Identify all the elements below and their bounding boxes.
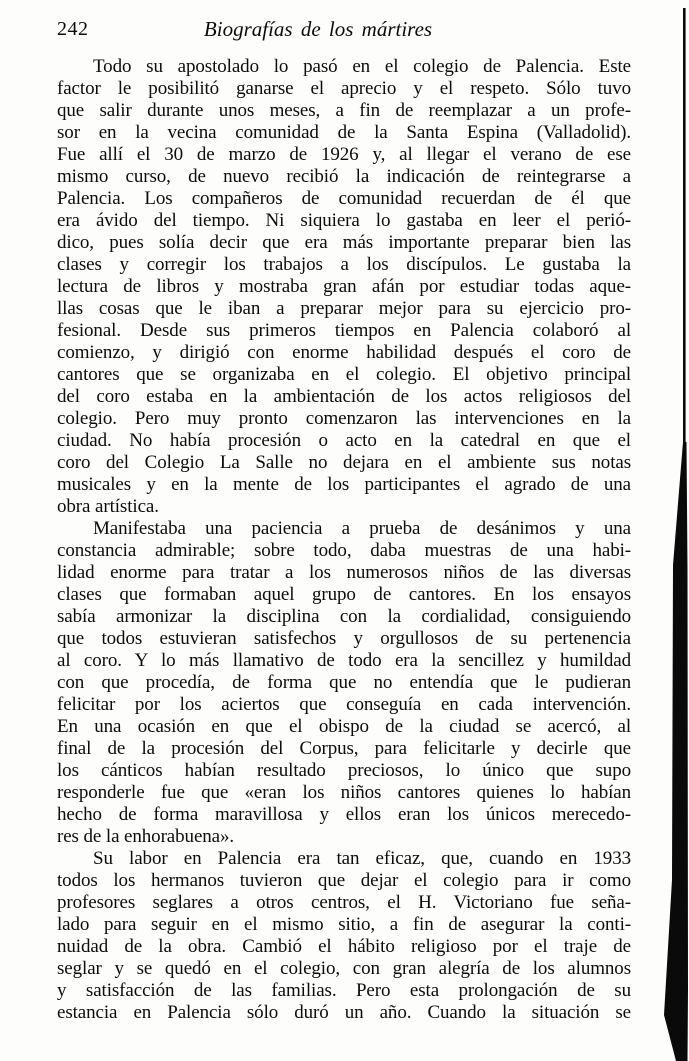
text-line: responderle fue que «eran los niños cantores quienes lo habían	[57, 782, 631, 803]
text-line: final de la procesión del Corpus, para felicitarle y decirle que	[57, 738, 631, 759]
text-line: ciudad. No había procesión o acto en la catedral en que el	[57, 430, 631, 451]
text-line: Todo su apostolado lo pasó en el colegio de Palencia. Este	[93, 56, 631, 77]
running-title: Biografías de los mártires	[203, 17, 433, 41]
text-line: estancia en Palencia sólo duró un año. Cuando la situación se	[57, 1002, 631, 1023]
text-line: que salir durante unos meses, a fin de reemplazar a un profe-	[57, 100, 631, 121]
paragraph-3	[57, 848, 631, 1024]
text-line: los cánticos habían resultado preciosos, lo único que supo	[57, 760, 631, 781]
text-line: factor le posibilitó ganarse el aprecio y el respeto. Sólo tuvo	[57, 78, 631, 99]
text-line: seglar y se quedó en el colegio, con gran alegría de los alumnos	[57, 958, 631, 979]
text-line: constancia admirable; sobre todo, daba muestras de una habi-	[57, 540, 631, 561]
text-line: con que procedía, de forma que no entendía que le pudieran	[57, 672, 631, 693]
body-text	[57, 56, 631, 1024]
scan-edge-artifact	[659, 0, 689, 1061]
text-line: Su labor en Palencia era tan eficaz, que, cuando en 1933	[93, 848, 631, 869]
text-line: nuidad de la obra. Cambió el hábito religioso por el traje de	[57, 936, 631, 957]
page-header	[57, 17, 631, 43]
text-line: comienzo, y dirigió con enorme habilidad después el coro de	[57, 342, 631, 363]
text-line: clases y corregir los trabajos a los discípulos. Le gustaba la	[57, 254, 631, 275]
text-line: del coro estaba en la ambientación de los actos religiosos del	[57, 386, 631, 407]
text-line: sabía armonizar la disciplina con la cordialidad, consiguiendo	[57, 606, 631, 627]
text-line: clases que formaban aquel grupo de cantores. En los ensayos	[57, 584, 631, 605]
text-line: profesores seglares a otros centros, el H. Victoriano fue seña-	[57, 892, 631, 913]
text-line: sor en la vecina comunidad de la Santa Espina (Valladolid).	[57, 122, 631, 143]
text-line: hecho de forma maravillosa y ellos eran los únicos merecedo-	[57, 804, 631, 825]
text-line: que todos estuvieran satisfechos y orgullosos de su pertenencia	[57, 628, 631, 649]
text-line: lectura de libros y mostraba gran afán por estudiar todas aque-	[57, 276, 631, 297]
text-line: lidad enorme para tratar a los numerosos niños de las diversas	[57, 562, 631, 583]
text-line: mismo curso, de nuevo recibió la indicación de reintegrarse a	[57, 166, 631, 187]
text-line: dico, pues solía decir que era más importante preparar bien las	[57, 232, 631, 253]
text-line: Manifestaba una paciencia a prueba de desánimos y una	[93, 518, 631, 539]
text-line: res de la enhorabuena».	[57, 826, 235, 847]
text-line: llas cosas que le iban a preparar mejor para su ejercicio pro-	[57, 298, 631, 319]
text-line: coro del Colegio La Salle no dejara en el ambiente sus notas	[57, 452, 631, 473]
text-line: fesional. Desde sus primeros tiempos en Palencia colaboró al	[57, 320, 631, 341]
text-line: cantores que se organizaba en el colegio. El objetivo principal	[57, 364, 631, 385]
text-line: felicitar por los aciertos que conseguía en cada intervención.	[57, 694, 631, 715]
text-line: obra artística.	[57, 496, 159, 517]
text-line: musicales y en la mente de los participantes el agrado de una	[57, 474, 631, 495]
text-line: era ávido del tiempo. Ni siquiera lo gastaba en leer el perió-	[57, 210, 631, 231]
text-line: Fue allí el 30 de marzo de 1926 y, al llegar el verano de ese	[57, 144, 631, 165]
paragraph-1	[57, 56, 631, 518]
text-line: colegio. Pero muy pronto comenzaron las intervenciones en la	[57, 408, 631, 429]
text-line: Palencia. Los compañeros de comunidad recuerdan de él que	[57, 188, 631, 209]
text-line: En una ocasión en que el obispo de la ciudad se acercó, al	[57, 716, 631, 737]
text-line: lado para seguir en el mismo sitio, a fin de asegurar la conti-	[57, 914, 631, 935]
page-number: 242	[57, 18, 89, 40]
text-line: todos los hermanos tuvieron que dejar el colegio para ir como	[57, 870, 631, 891]
paragraph-2	[57, 518, 631, 848]
text-line: y satisfacción de las familias. Pero esta prolongación de su	[57, 980, 631, 1001]
text-line: al coro. Y lo más llamativo de todo era la sencillez y humildad	[57, 650, 631, 671]
